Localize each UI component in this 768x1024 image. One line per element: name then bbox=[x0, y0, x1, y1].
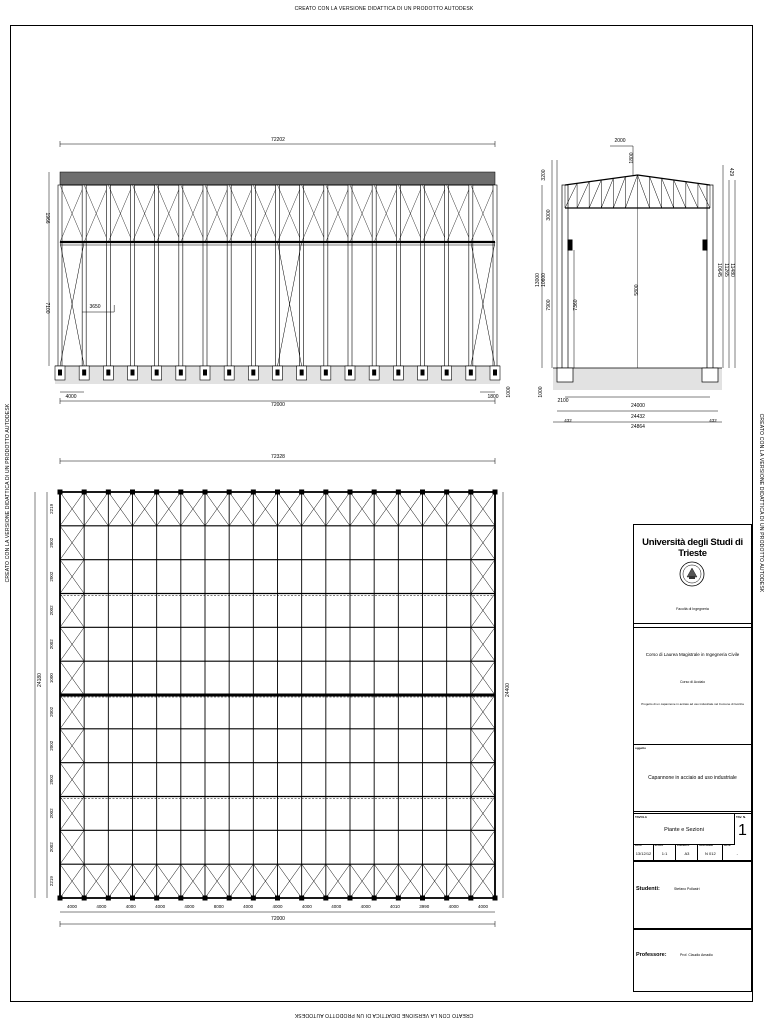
column-marker bbox=[251, 896, 255, 900]
truss-diagonal bbox=[662, 178, 674, 208]
footing bbox=[557, 368, 573, 382]
drawing-title-box bbox=[634, 814, 735, 845]
truss-diagonal bbox=[625, 175, 637, 208]
left-dim-label: 2002 bbox=[49, 639, 54, 650]
title-block bbox=[633, 524, 752, 992]
cross-left-dim-0: 3200 bbox=[541, 169, 547, 181]
column-marker bbox=[396, 896, 400, 900]
field-notes-label: NOTE bbox=[723, 844, 731, 847]
bay-dim-label: 4000 bbox=[243, 904, 254, 909]
fields-row bbox=[634, 844, 751, 860]
cross-right-dim-0: 429 bbox=[728, 167, 734, 177]
column-marker bbox=[155, 896, 159, 900]
column bbox=[227, 185, 231, 366]
truss-diagonal bbox=[686, 182, 698, 208]
left-dim-label: 2002 bbox=[49, 706, 54, 717]
field-revision-value: N 012 bbox=[705, 851, 716, 856]
sheet-number: 1 bbox=[738, 822, 747, 839]
column-marker bbox=[324, 896, 328, 900]
cross-section bbox=[530, 130, 750, 435]
column-marker bbox=[445, 490, 449, 494]
bay-dim-label: 3990 bbox=[419, 904, 430, 909]
column-marker bbox=[300, 896, 304, 900]
truss-diagonal bbox=[674, 180, 686, 208]
cross-left-dim-5: 7360 bbox=[573, 299, 579, 311]
student-label: Studenti: bbox=[636, 886, 660, 892]
column bbox=[324, 185, 328, 366]
field-scale-label: SCALA bbox=[654, 844, 664, 847]
cross-top-dim-b: 1800 bbox=[629, 152, 635, 164]
column-marker bbox=[493, 896, 497, 900]
column bbox=[155, 185, 159, 366]
column-marker bbox=[421, 896, 425, 900]
truss-diagonal bbox=[589, 180, 601, 208]
bay-dim-label: 4010 bbox=[389, 904, 400, 909]
column-marker bbox=[300, 490, 304, 494]
field-format-label: FORMATO bbox=[676, 844, 690, 847]
anchor-plate bbox=[204, 370, 207, 375]
field-scale-value: 1:1 bbox=[661, 851, 668, 856]
tavola-label: TAVOLA bbox=[635, 815, 647, 819]
anchor-plate bbox=[252, 370, 255, 375]
bay-dim-label: 4000 bbox=[331, 904, 342, 909]
anchor-plate bbox=[228, 370, 231, 375]
column-marker bbox=[82, 896, 86, 900]
field-date-label: DATA bbox=[635, 844, 642, 847]
watermark-right: CREATO CON LA VERSIONE DIDATTICA DI UN PRODOTTO AUTODESK bbox=[758, 413, 764, 593]
column bbox=[203, 185, 207, 366]
column-marker bbox=[348, 896, 352, 900]
column-marker bbox=[179, 896, 183, 900]
tav-num-label: TAV. N. bbox=[736, 815, 746, 819]
crane-bracket bbox=[703, 240, 707, 250]
cross-left-dim-2: 13000 bbox=[535, 273, 541, 287]
cross-bottom-b: 24000 bbox=[631, 403, 645, 409]
column bbox=[562, 185, 568, 368]
column-marker bbox=[324, 490, 328, 494]
watermark-top: CREATO CON LA VERSIONE DIDATTICA DI UN PRODOTTO AUTODESK bbox=[294, 6, 474, 12]
student-name: Stefano Pollastri bbox=[674, 887, 700, 891]
faculty-name: Facoltà di Ingegneria bbox=[676, 607, 709, 611]
cross-right-dim-3: 11480 bbox=[729, 263, 735, 277]
field-revision-label: REVISIONE bbox=[699, 844, 714, 847]
column-marker bbox=[421, 490, 425, 494]
column bbox=[421, 185, 425, 366]
cross-center-dim: 5800 bbox=[634, 284, 640, 296]
column bbox=[131, 185, 135, 366]
left-dim-label: 2219 bbox=[49, 503, 54, 514]
anchor-plate bbox=[131, 370, 134, 375]
cross-right-dim-1: 10645 bbox=[716, 263, 722, 277]
long-right-small: 1000 bbox=[506, 386, 512, 398]
subject-name: Corso di Acciaio bbox=[679, 680, 706, 684]
long-top-dim: 72202 bbox=[271, 137, 285, 143]
professor-name: Prof. Claudio Amadio bbox=[680, 953, 713, 957]
field-format-value: A3 bbox=[684, 851, 690, 856]
professor-section bbox=[634, 929, 751, 992]
field-scale bbox=[654, 844, 676, 860]
column-marker bbox=[276, 896, 280, 900]
column-marker bbox=[82, 490, 86, 494]
crane-bracket bbox=[568, 240, 572, 250]
column-marker bbox=[131, 896, 135, 900]
anchor-plate bbox=[155, 370, 158, 375]
cross-bottom-d: 24864 bbox=[631, 424, 645, 430]
left-dim-label: 2002 bbox=[49, 537, 54, 548]
column bbox=[300, 185, 304, 366]
bay-dim-label: 4000 bbox=[96, 904, 107, 909]
bay-dim-label: 4000 bbox=[184, 904, 195, 909]
column bbox=[372, 185, 376, 366]
column bbox=[493, 185, 497, 366]
column-marker bbox=[106, 896, 110, 900]
anchor-plate bbox=[276, 370, 279, 375]
cross-bottom-a: 2100 bbox=[557, 398, 569, 404]
ground-hatch bbox=[553, 368, 722, 390]
column-marker bbox=[227, 896, 231, 900]
column-marker bbox=[106, 490, 110, 494]
cross-left-dim-4: 7900 bbox=[546, 299, 552, 311]
left-dim-label: 2002 bbox=[49, 571, 54, 582]
column-marker bbox=[445, 896, 449, 900]
anchor-plate bbox=[445, 370, 448, 375]
truss-diagonal bbox=[650, 177, 662, 208]
column-marker bbox=[155, 490, 159, 494]
bay-dim-label: 4000 bbox=[301, 904, 312, 909]
anchor-plate bbox=[179, 370, 182, 375]
anchor-plate bbox=[421, 370, 424, 375]
anchor-plate bbox=[494, 370, 497, 375]
drawing-name: Piante e Sezioni bbox=[664, 827, 704, 833]
cross-bottom-c-left: 432 bbox=[564, 418, 572, 423]
professor-label: Professore: bbox=[636, 952, 667, 958]
column bbox=[106, 185, 110, 366]
student-section bbox=[634, 861, 751, 929]
column-marker bbox=[348, 490, 352, 494]
truss-diagonal bbox=[601, 178, 613, 208]
column-marker bbox=[251, 490, 255, 494]
left-dim-label: 2219 bbox=[49, 876, 54, 887]
bay-dim-label: 4000 bbox=[272, 904, 283, 909]
plan-top-dim: 72328 bbox=[271, 454, 285, 460]
truss-diagonal bbox=[613, 177, 625, 208]
bay-dim-label: 4000 bbox=[66, 904, 78, 909]
watermark-left: CREATO CON LA VERSIONE DIDATTICA DI UN PRODOTTO AUTODESK bbox=[5, 403, 11, 583]
left-dim-label: 2002 bbox=[49, 605, 54, 616]
left-dim-label: 1000 bbox=[49, 673, 54, 684]
left-dim-label: 2002 bbox=[49, 842, 54, 853]
column bbox=[469, 185, 473, 366]
bay-dim-label: 4000 bbox=[360, 904, 371, 909]
bay-dim-label: 4000 bbox=[477, 904, 489, 909]
watermark-bottom: CREATO CON LA VERSIONE DIDATTICA DI UN PRODOTTO AUTODESK bbox=[294, 1012, 474, 1018]
bay-dim-label: 4000 bbox=[125, 904, 136, 909]
bay-dim-label: 4000 bbox=[155, 904, 166, 909]
truss-diagonal bbox=[577, 182, 589, 208]
course-section bbox=[634, 627, 751, 745]
left-dim-label: 2002 bbox=[49, 774, 54, 785]
anchor-plate bbox=[107, 370, 110, 375]
column bbox=[251, 185, 255, 366]
column-marker bbox=[58, 490, 62, 494]
longitudinal-elevation bbox=[40, 130, 520, 410]
roof-band bbox=[60, 172, 495, 185]
column bbox=[707, 185, 713, 368]
cross-bottom-c: 24432 bbox=[631, 414, 645, 420]
column-marker bbox=[58, 896, 62, 900]
anchor-plate bbox=[59, 370, 62, 375]
university-name: Università degli Studi di Trieste bbox=[642, 537, 743, 559]
field-revision bbox=[698, 844, 722, 860]
project-name: Progetto di un capannone in acciaio ad uso industriale nel Comune di Gorizia bbox=[641, 702, 744, 706]
plan-bottom-dim: 72000 bbox=[271, 916, 285, 922]
column bbox=[445, 185, 449, 366]
anchor-plate bbox=[373, 370, 376, 375]
field-notes bbox=[723, 844, 751, 860]
course-name: Corso di Laurea Magistrale in Ingegneria Civile bbox=[645, 652, 740, 657]
anchor-plate bbox=[83, 370, 86, 375]
column-marker bbox=[203, 896, 207, 900]
bay-dim-label: 8000 bbox=[213, 904, 224, 909]
cross-left-dim-1: 3000 bbox=[546, 209, 552, 221]
cross-left-dim-3: 10600 bbox=[541, 273, 547, 287]
field-date bbox=[634, 844, 654, 860]
column bbox=[348, 185, 352, 366]
cross-bottom-left: 1000 bbox=[538, 386, 544, 398]
column-marker bbox=[203, 490, 207, 494]
long-height-lower: 7100 bbox=[44, 302, 50, 314]
plan-right-total: 24400 bbox=[505, 683, 511, 697]
university-section bbox=[634, 525, 751, 624]
cross-right-dim-2: 11265 bbox=[723, 263, 729, 277]
column-marker bbox=[469, 490, 473, 494]
field-date-value: 13/12/12 bbox=[635, 851, 652, 856]
long-inner-label: 3650 bbox=[89, 304, 101, 310]
cross-bottom-c-right: 432 bbox=[709, 418, 717, 423]
column bbox=[396, 185, 400, 366]
column-marker bbox=[396, 490, 400, 494]
column-marker bbox=[372, 896, 376, 900]
anchor-plate bbox=[300, 370, 303, 375]
column-marker bbox=[179, 490, 183, 494]
object-label: oggetto bbox=[635, 746, 646, 750]
field-notes-value: - bbox=[736, 851, 738, 856]
long-left-dim: 4000 bbox=[65, 394, 77, 400]
column-marker bbox=[276, 490, 280, 494]
long-bottom-dim: 72000 bbox=[271, 402, 285, 408]
column bbox=[179, 185, 183, 366]
long-height-upper: 1966 bbox=[44, 212, 50, 224]
column-marker bbox=[469, 896, 473, 900]
plan-left-total: 24180 bbox=[37, 673, 43, 687]
footing bbox=[702, 368, 718, 382]
object-name: Capannone in acciaio ad uso industriale bbox=[648, 775, 737, 781]
field-format bbox=[676, 844, 698, 860]
left-dim-label: 2002 bbox=[49, 808, 54, 819]
long-right-dim: 1800 bbox=[487, 394, 499, 400]
column-marker bbox=[372, 490, 376, 494]
object-section bbox=[634, 745, 751, 812]
column-marker bbox=[131, 490, 135, 494]
truss-diagonal bbox=[638, 175, 650, 208]
anchor-plate bbox=[469, 370, 472, 375]
bay-dim-label: 4000 bbox=[448, 904, 459, 909]
column-marker bbox=[227, 490, 231, 494]
floor-plan bbox=[25, 450, 525, 940]
column bbox=[276, 185, 280, 366]
column bbox=[58, 185, 62, 366]
anchor-plate bbox=[397, 370, 400, 375]
column-marker bbox=[493, 490, 497, 494]
cross-top-dim: 2000 bbox=[614, 138, 626, 144]
anchor-plate bbox=[324, 370, 327, 375]
drawing-section bbox=[634, 813, 751, 861]
anchor-plate bbox=[349, 370, 352, 375]
column bbox=[82, 185, 86, 366]
university-seal-icon bbox=[679, 561, 705, 587]
left-dim-label: 2002 bbox=[49, 740, 54, 751]
